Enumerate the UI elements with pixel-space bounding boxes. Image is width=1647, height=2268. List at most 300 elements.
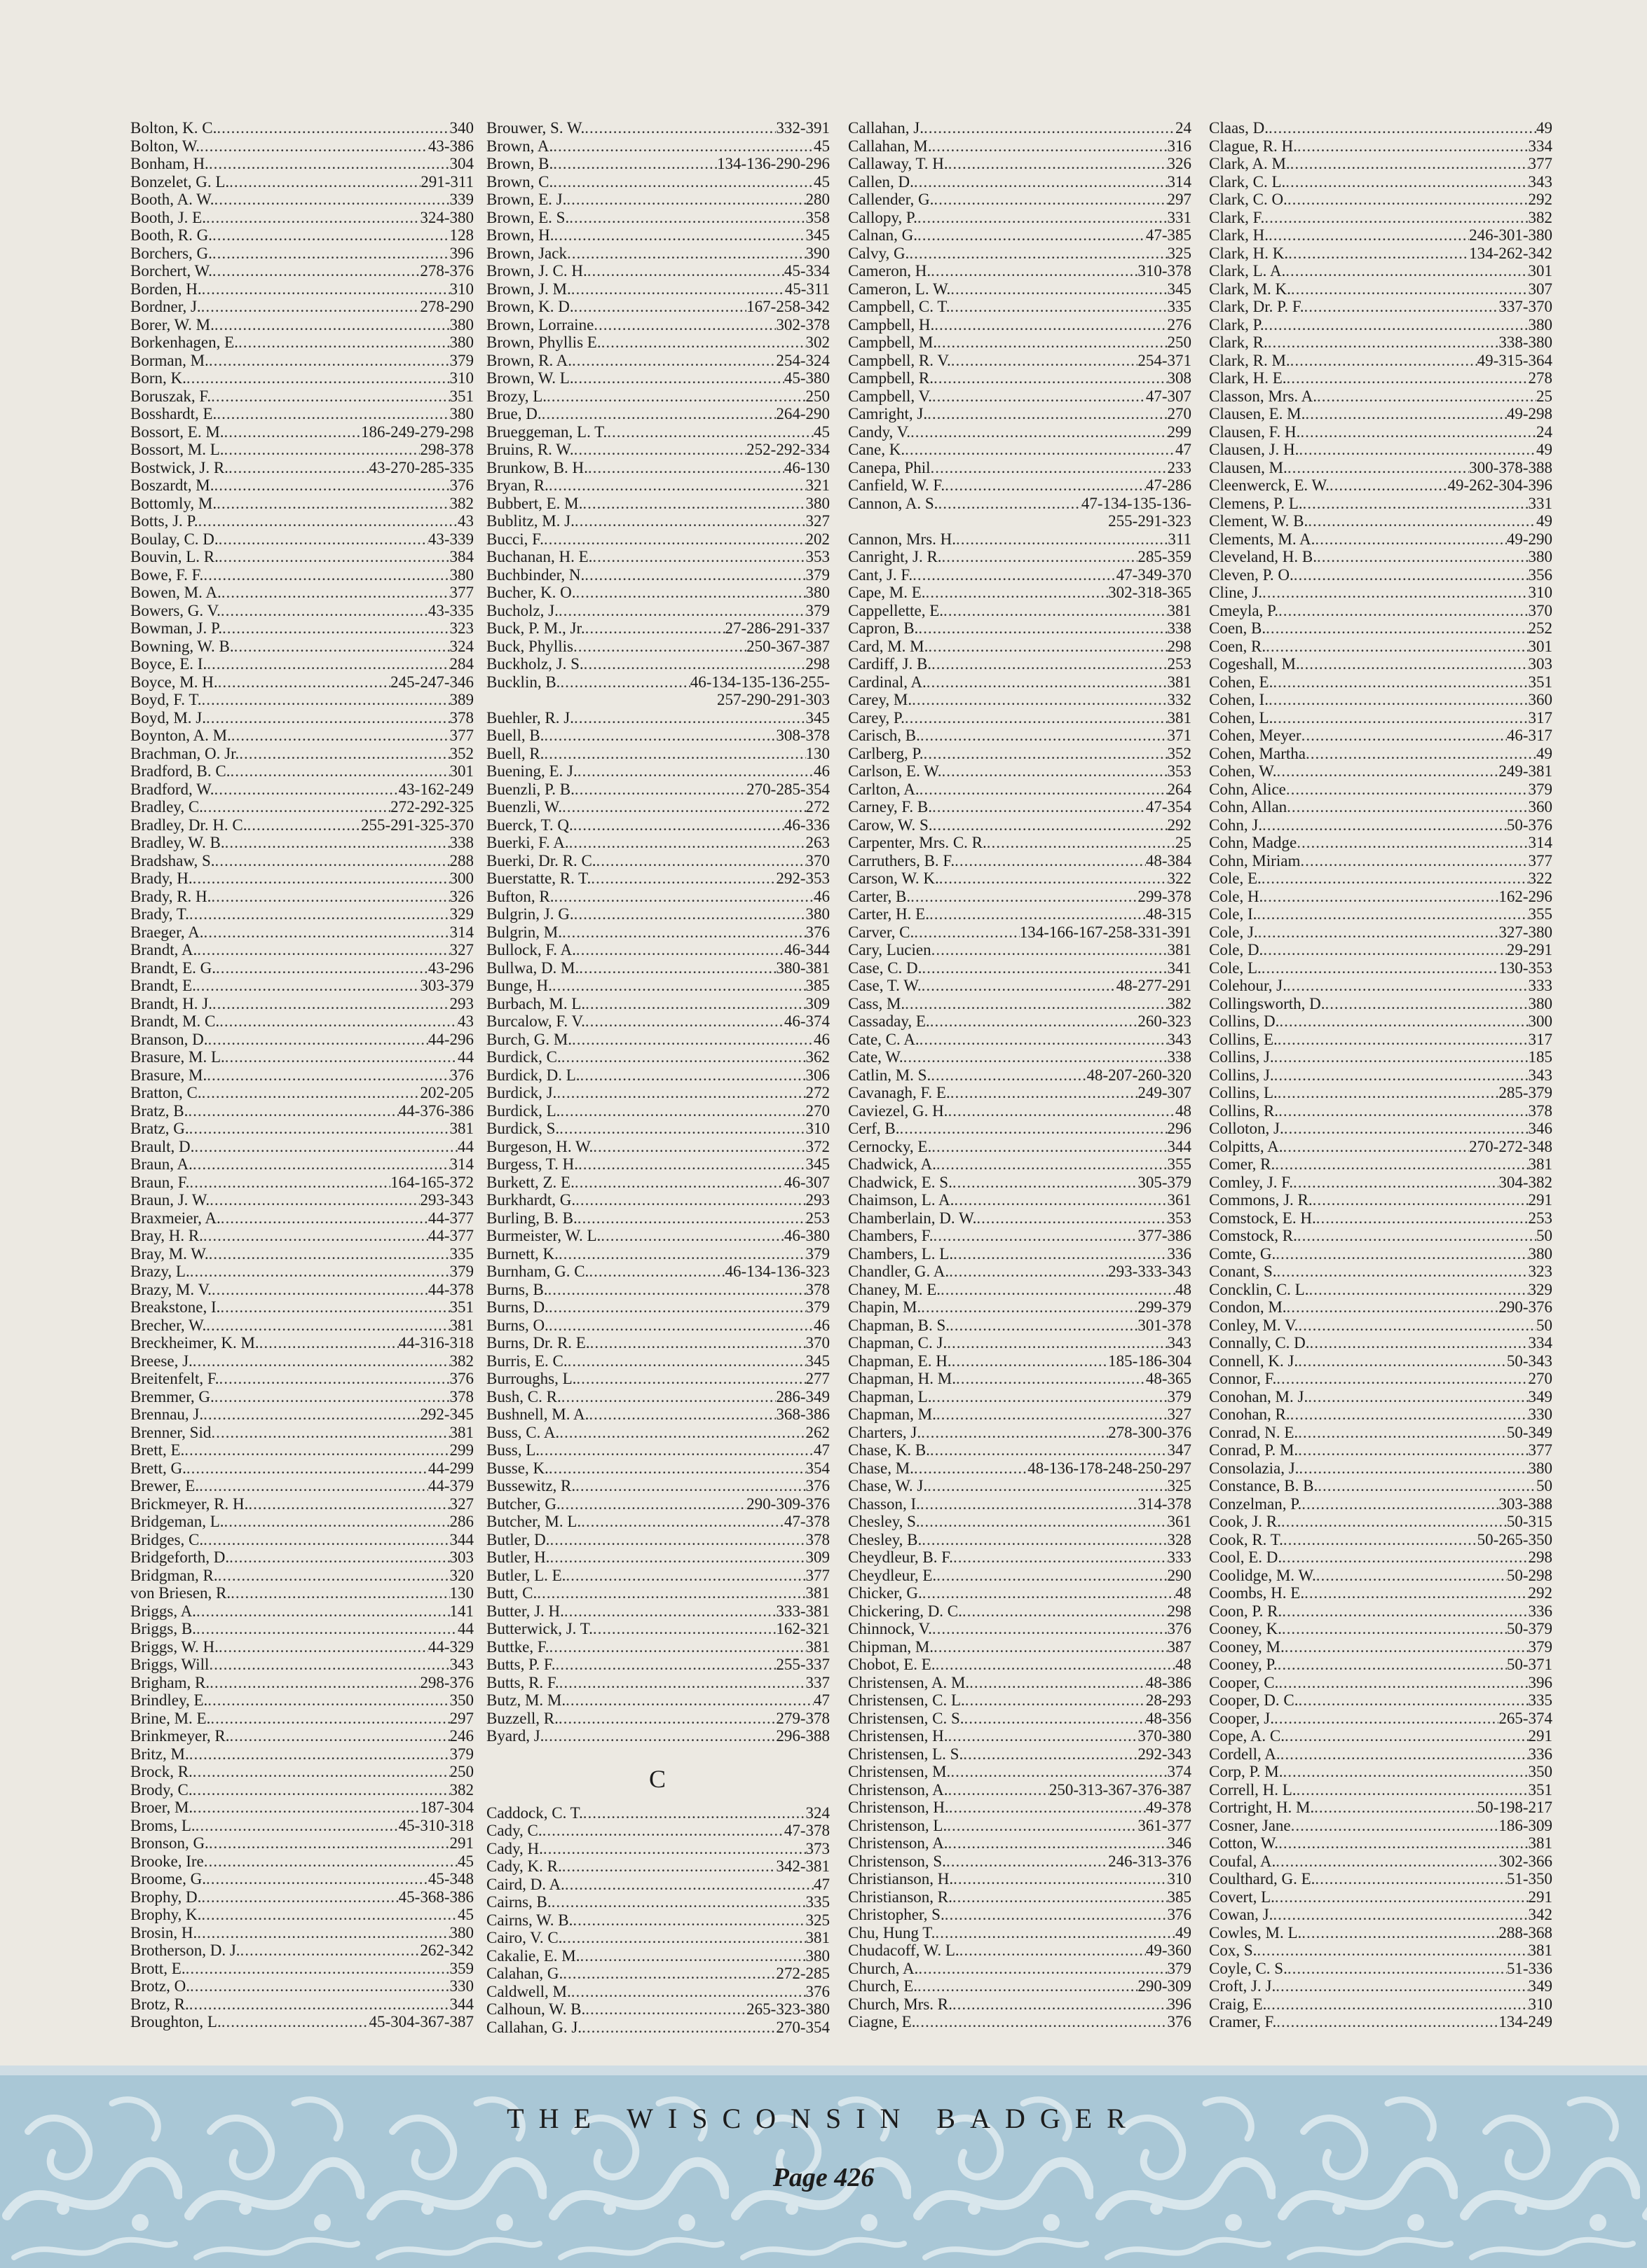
entry-pages: 311	[1168, 530, 1191, 548]
leader-dots	[544, 727, 776, 745]
index-entry	[848, 1441, 1191, 1459]
entry-name: Cramer, F.	[1209, 2013, 1277, 2030]
entry-name: Burns, B.	[486, 1280, 548, 1298]
entry-pages: 50-376	[1506, 816, 1552, 834]
entry-name: Breckheimer, K. M.	[130, 1334, 259, 1352]
index-entry	[1209, 119, 1552, 137]
entry-pages: 280	[805, 191, 830, 208]
footer-title: THE WISCONSIN BADGER	[507, 2103, 1140, 2134]
entry-name: Cappellette, E.	[848, 601, 944, 619]
entry-pages: 46-307	[784, 1173, 830, 1191]
entry-pages: 46	[814, 887, 830, 905]
entry-name: Bratton, C.	[130, 1084, 202, 1101]
entry-pages: 331	[1167, 208, 1191, 226]
leader-dots	[209, 155, 450, 173]
index-entry	[1209, 1334, 1552, 1352]
entry-pages: 327	[1167, 1406, 1191, 1423]
entry-name: Cox, S.	[1209, 1941, 1257, 1959]
leader-dots	[1269, 691, 1529, 709]
entry-pages: 343	[1167, 1030, 1191, 1048]
leader-dots	[1266, 1995, 1528, 2014]
entry-pages: 50-298	[1506, 1566, 1552, 1584]
index-entry	[486, 1656, 830, 1674]
entry-name: Burgeson, H. W.	[486, 1137, 594, 1155]
entry-name: Commons, J. R.	[1209, 1191, 1313, 1209]
entry-pages: 314	[1528, 834, 1552, 851]
index-entry	[486, 1710, 830, 1728]
leader-dots	[559, 1245, 806, 1263]
index-entry	[130, 816, 474, 834]
leader-dots	[566, 1567, 805, 1585]
entry-pages: 292	[1528, 191, 1552, 208]
entry-name: Christensen, A. M.	[848, 1673, 970, 1691]
index-entry	[848, 816, 1191, 834]
index-entry	[848, 1656, 1191, 1674]
index-entry	[486, 1174, 830, 1192]
leader-dots	[575, 1174, 784, 1192]
entry-name: Canepa, Phil	[848, 458, 931, 476]
leader-dots	[582, 2019, 776, 2037]
entry-name: Campbell, V.	[848, 387, 932, 405]
entry-pages: 27-286-291-337	[725, 619, 830, 637]
index-entry	[130, 1763, 474, 1781]
leader-dots	[589, 1263, 725, 1281]
index-entry	[130, 977, 474, 995]
leader-dots	[943, 602, 1167, 620]
index-entry	[130, 1710, 474, 1728]
leader-dots	[247, 816, 362, 834]
leader-dots	[1273, 709, 1528, 727]
index-entry	[130, 530, 474, 549]
entry-pages: 346	[1528, 1120, 1552, 1137]
entry-name: Cole, E.	[1209, 870, 1262, 887]
entry-pages: 327	[805, 512, 830, 530]
entry-name: Cohen, I.	[1209, 691, 1269, 708]
leader-dots	[942, 762, 1168, 781]
index-column-4	[1209, 119, 1552, 2031]
index-entry	[848, 566, 1191, 584]
leader-dots	[927, 405, 1167, 423]
leader-dots	[905, 995, 1167, 1013]
entry-name: Burch, G. M.	[486, 1030, 573, 1048]
leader-dots	[950, 280, 1167, 298]
entry-pages: 390	[805, 244, 830, 262]
leader-dots	[1264, 316, 1529, 334]
index-entry	[130, 995, 474, 1013]
leader-dots	[207, 1066, 449, 1085]
index-entry	[486, 262, 830, 280]
entry-name: Brault, D.	[130, 1137, 195, 1155]
index-entry	[486, 1840, 830, 1858]
entry-pages: 333-381	[776, 1602, 830, 1620]
entry-name: Cogeshall, M.	[1209, 655, 1300, 673]
index-entry	[486, 1388, 830, 1406]
entry-pages: 376	[805, 1477, 830, 1494]
entry-name: Clark, A. M.	[1209, 155, 1290, 172]
entry-pages: 302	[805, 334, 830, 351]
entry-name: Chapman, M.	[848, 1406, 936, 1423]
entry-name: Chapin, M.	[848, 1298, 922, 1316]
index-entry	[848, 1102, 1191, 1120]
entry-name: Bridgman, R.	[130, 1566, 218, 1584]
leader-dots	[922, 1531, 1167, 1549]
index-entry	[848, 1906, 1191, 1924]
leader-dots	[1287, 369, 1529, 387]
entry-pages: 300	[1528, 1012, 1552, 1030]
entry-name: Bolton, W.	[130, 137, 200, 155]
index-entry	[1209, 1298, 1552, 1317]
entry-name: Conrad, P. M.	[1209, 1441, 1299, 1459]
entry-pages: 253	[1167, 655, 1191, 673]
leader-dots	[214, 191, 450, 209]
entry-name: Brown, W. L.	[486, 369, 574, 387]
index-entry	[848, 245, 1191, 263]
entry-pages: 29-291	[1506, 941, 1552, 958]
entry-name: Concklin, C. L.	[1209, 1280, 1309, 1298]
entry-name: Christensen, C. S.	[848, 1709, 964, 1727]
entry-name: Cairns, B.	[486, 1893, 552, 1911]
index-entry	[130, 1870, 474, 1888]
index-entry	[486, 781, 830, 799]
leader-dots	[914, 1459, 1027, 1478]
entry-pages: 385	[805, 977, 830, 994]
leader-dots	[198, 512, 458, 530]
entry-pages: 343	[1528, 1066, 1552, 1084]
leader-dots	[228, 459, 369, 477]
leader-dots	[200, 137, 428, 156]
leader-dots	[1298, 1424, 1507, 1442]
leader-dots	[206, 1870, 428, 1888]
entry-name: Briggs, Will	[130, 1656, 210, 1673]
leader-dots	[578, 762, 814, 781]
index-entry	[848, 1567, 1191, 1585]
entry-pages: 290-309-376	[746, 1494, 830, 1513]
entry-name: Comstock, R.	[1209, 1227, 1297, 1244]
index-entry	[486, 1495, 830, 1513]
leader-dots	[899, 1120, 1167, 1138]
leader-dots	[575, 781, 746, 799]
entry-pages: 250-367-387	[746, 637, 830, 655]
index-entry	[848, 1245, 1191, 1263]
index-entry	[130, 1584, 474, 1602]
index-entry	[848, 1227, 1191, 1245]
leader-dots	[1308, 1388, 1528, 1406]
index-entry	[486, 691, 830, 709]
leader-dots	[948, 1834, 1167, 1853]
index-entry	[848, 1710, 1191, 1728]
index-entry	[130, 387, 474, 406]
entry-name: Chase, K. B.	[848, 1441, 930, 1459]
entry-name: Cardiff, J. B.	[848, 655, 932, 673]
entry-name: Booth, A. W.	[130, 191, 214, 208]
entry-name: Buehler, R. J.	[486, 708, 574, 727]
index-entry	[130, 1263, 474, 1281]
index-entry	[486, 584, 830, 602]
leader-dots	[216, 959, 428, 977]
index-entry	[848, 1834, 1191, 1853]
entry-name: Christensen, C. L.	[848, 1691, 965, 1709]
leader-dots	[927, 1477, 1167, 1495]
entry-name: Brown, J. C. H.	[486, 262, 587, 280]
entry-pages: 48-315	[1145, 905, 1191, 923]
leader-dots	[1275, 1155, 1528, 1174]
leader-dots	[1298, 1352, 1507, 1370]
entry-pages: 314	[449, 923, 474, 941]
index-entry	[130, 1513, 474, 1531]
index-entry	[486, 1352, 830, 1370]
entry-pages: 379	[449, 1745, 474, 1763]
index-entry	[1209, 1638, 1552, 1656]
index-entry	[1209, 262, 1552, 280]
index-entry	[486, 1102, 830, 1120]
leader-dots	[572, 352, 776, 370]
index-entry	[1209, 512, 1552, 530]
leader-dots	[1314, 1799, 1477, 1817]
entry-name: Chapman, B. S.	[848, 1316, 950, 1334]
index-entry	[1209, 1352, 1552, 1370]
index-entry	[1209, 1459, 1552, 1478]
entry-pages: 378	[449, 1387, 474, 1406]
entry-pages: 349	[1528, 1387, 1552, 1406]
leader-dots	[931, 1388, 1167, 1406]
index-entry	[848, 1995, 1191, 2014]
index-entry	[1209, 209, 1552, 227]
entry-name: Butterwick, J. T.	[486, 1620, 593, 1637]
entry-name: Bowning, W. B.	[130, 637, 234, 655]
entry-pages: 25	[1175, 834, 1191, 851]
entry-name: Capron, B.	[848, 619, 919, 637]
index-entry	[848, 530, 1191, 549]
leader-dots	[946, 1853, 1108, 1871]
entry-name: Brown, A.	[486, 137, 554, 155]
leader-dots	[1274, 1048, 1529, 1066]
entry-pages: 45	[814, 422, 830, 441]
index-entry	[1209, 1495, 1552, 1513]
leader-dots	[575, 584, 805, 602]
entry-pages: 377	[805, 1566, 830, 1584]
entry-pages: 162-296	[1498, 887, 1552, 905]
entry-name: Briggs, W. H.	[130, 1637, 219, 1656]
leader-dots	[1258, 923, 1499, 942]
leader-dots	[593, 1138, 805, 1156]
entry-pages: 344	[1167, 1137, 1191, 1155]
entry-name: Connor, F.	[1209, 1370, 1277, 1387]
entry-name: Brouwer, S. W.	[486, 119, 585, 137]
index-entry	[848, 209, 1191, 227]
entry-pages: 396	[1167, 1995, 1191, 2013]
index-entry	[848, 1763, 1191, 1781]
entry-pages: 46	[814, 1316, 830, 1334]
leader-dots	[214, 1388, 450, 1406]
entry-name: Butcher, M. L.	[486, 1513, 582, 1530]
index-entry	[486, 816, 830, 834]
entry-pages: 377	[1528, 851, 1552, 870]
leader-dots	[938, 495, 1081, 513]
index-entry	[130, 1781, 474, 1799]
leader-dots	[1290, 1406, 1529, 1424]
entry-name: Buttke, F.	[486, 1637, 549, 1656]
entry-name: Chapman, H. M.	[848, 1370, 956, 1387]
leader-dots	[910, 423, 1167, 441]
index-entry	[1209, 1281, 1552, 1299]
leader-dots	[930, 1012, 1138, 1031]
leader-dots	[962, 1602, 1168, 1621]
index-entry	[486, 959, 830, 977]
index-entry	[1209, 495, 1552, 513]
index-entry	[1209, 941, 1552, 959]
leader-dots	[559, 602, 806, 620]
index-entry	[486, 1531, 830, 1549]
leader-dots	[585, 1012, 784, 1031]
index-entry	[1209, 459, 1552, 477]
entry-name: Carney, F. B.	[848, 798, 932, 816]
entry-pages: 382	[449, 494, 474, 512]
entry-pages: 361	[1167, 1191, 1191, 1209]
entry-name: Cooney, K.	[1209, 1620, 1282, 1637]
index-entry	[486, 495, 830, 513]
entry-name: Connell, K. J.	[1209, 1352, 1299, 1370]
index-entry	[848, 995, 1191, 1013]
index-entry	[848, 798, 1191, 816]
leader-dots	[189, 1174, 390, 1192]
leader-dots	[549, 1638, 806, 1656]
entry-pages: 45	[814, 137, 830, 155]
entry-pages: 249-307	[1137, 1084, 1191, 1101]
entry-pages: 46-130	[784, 458, 830, 476]
entry-name: Cohen, Martha	[1209, 744, 1306, 762]
entry-pages: 361	[1167, 1513, 1191, 1530]
leader-dots	[575, 1191, 805, 1209]
entry-name: Booth, J. E.	[130, 208, 206, 226]
entry-name: Cady, C.	[486, 1822, 542, 1839]
entry-pages: 349	[1528, 1977, 1552, 1995]
entry-name: Cortright, H. M.	[1209, 1799, 1315, 1816]
leader-dots	[1297, 1781, 1529, 1799]
index-entry	[486, 762, 830, 781]
entry-pages: 376	[805, 923, 830, 941]
index-entry	[130, 638, 474, 656]
entry-name: Buerki, Dr. R. C.	[486, 851, 596, 870]
entry-pages: 310	[1528, 1995, 1552, 2013]
index-entry	[1209, 334, 1552, 352]
entry-name: Chapman, C. J.	[848, 1334, 948, 1352]
entry-name: Cohn, Allan	[1209, 798, 1287, 816]
leader-dots	[571, 280, 785, 298]
index-entry	[1209, 1388, 1552, 1406]
entry-name: Burns, Dr. R. E.	[486, 1334, 590, 1352]
entry-pages: 44-299	[428, 1459, 474, 1477]
leader-dots	[574, 369, 784, 387]
entry-pages: 377	[449, 727, 474, 744]
index-entry	[130, 1048, 474, 1066]
leader-dots	[1262, 959, 1499, 977]
entry-pages: 44-376-386	[398, 1101, 474, 1120]
index-entry	[1209, 530, 1552, 549]
entry-pages: 378	[449, 708, 474, 727]
entry-name: Cape, M. E.	[848, 584, 926, 601]
entry-name: Burris, E. C.	[486, 1352, 568, 1370]
index-entry	[130, 423, 474, 441]
entry-name: Bradford, B. C.	[130, 762, 231, 780]
index-entry	[486, 316, 830, 334]
entry-pages: 355	[1167, 1155, 1191, 1173]
leader-dots	[544, 745, 805, 763]
entry-pages: 317	[1528, 1030, 1552, 1048]
entry-pages: 330	[1528, 1406, 1552, 1423]
index-entry	[130, 1031, 474, 1049]
index-entry	[486, 1947, 830, 1965]
entry-name: Christianson, H.	[848, 1870, 954, 1888]
leader-dots	[544, 530, 806, 549]
entry-name: Clausen, E. M.	[1209, 405, 1306, 422]
leader-dots	[212, 1281, 428, 1299]
entry-pages: 291	[1528, 1191, 1552, 1209]
entry-pages: 50-349	[1506, 1423, 1552, 1441]
entry-name: Carter, H. E.	[848, 905, 929, 923]
index-entry	[1209, 1441, 1552, 1459]
entry-name: Bray, M. W.	[130, 1244, 209, 1263]
entry-name: Clark, F.	[1209, 208, 1265, 226]
index-entry	[130, 1477, 474, 1495]
entry-pages: 304	[449, 155, 474, 172]
index-entry	[130, 1066, 474, 1085]
entry-name: Cary, Lucien	[848, 941, 931, 958]
index-entry	[848, 1334, 1191, 1352]
leader-dots	[1285, 1727, 1529, 1745]
index-entry	[486, 852, 830, 870]
entry-name: Buckholz, J. S.	[486, 655, 584, 673]
leader-dots	[540, 1441, 814, 1459]
index-entry	[486, 1138, 830, 1156]
entry-pages: 325	[1167, 1477, 1191, 1494]
leader-dots	[1308, 1281, 1528, 1299]
index-entry	[1209, 423, 1552, 441]
leader-dots	[209, 1656, 449, 1674]
index-entry	[130, 1281, 474, 1299]
entry-pages: 291	[449, 1834, 474, 1852]
entry-pages: 47-378	[784, 1822, 830, 1839]
entry-pages: 356	[1528, 565, 1552, 584]
entry-name: Braun, F.	[130, 1173, 190, 1191]
entry-name: Collins, L.	[1209, 1084, 1278, 1101]
entry-pages: 134-262-342	[1469, 244, 1552, 262]
leader-dots	[1316, 1209, 1529, 1228]
index-entry	[1209, 137, 1552, 156]
entry-name: Brazy, L.	[130, 1263, 190, 1280]
entry-pages: 374	[1167, 1763, 1191, 1780]
leader-dots	[920, 781, 1168, 799]
entry-name: Case, C. D.	[848, 958, 922, 977]
entry-pages: 332	[1167, 691, 1191, 708]
index-entry	[848, 191, 1191, 209]
leader-dots	[1299, 441, 1536, 459]
index-entry	[1209, 1602, 1552, 1621]
entry-name: Bulgrin, M.	[486, 923, 562, 941]
entry-name: Brine, M. E.	[130, 1709, 211, 1727]
index-entry	[848, 459, 1191, 477]
entry-name: Collins, R.	[1209, 1101, 1279, 1120]
leader-dots	[196, 1620, 458, 1638]
leader-dots	[936, 1406, 1168, 1424]
leader-dots	[234, 638, 450, 656]
index-entry	[848, 834, 1191, 852]
entry-pages: 50	[1536, 1477, 1552, 1494]
index-entry	[848, 1781, 1191, 1799]
leader-dots	[950, 1084, 1138, 1102]
index-entry	[848, 137, 1191, 156]
entry-pages: 371	[1167, 727, 1191, 744]
leader-dots	[935, 1924, 1175, 1942]
